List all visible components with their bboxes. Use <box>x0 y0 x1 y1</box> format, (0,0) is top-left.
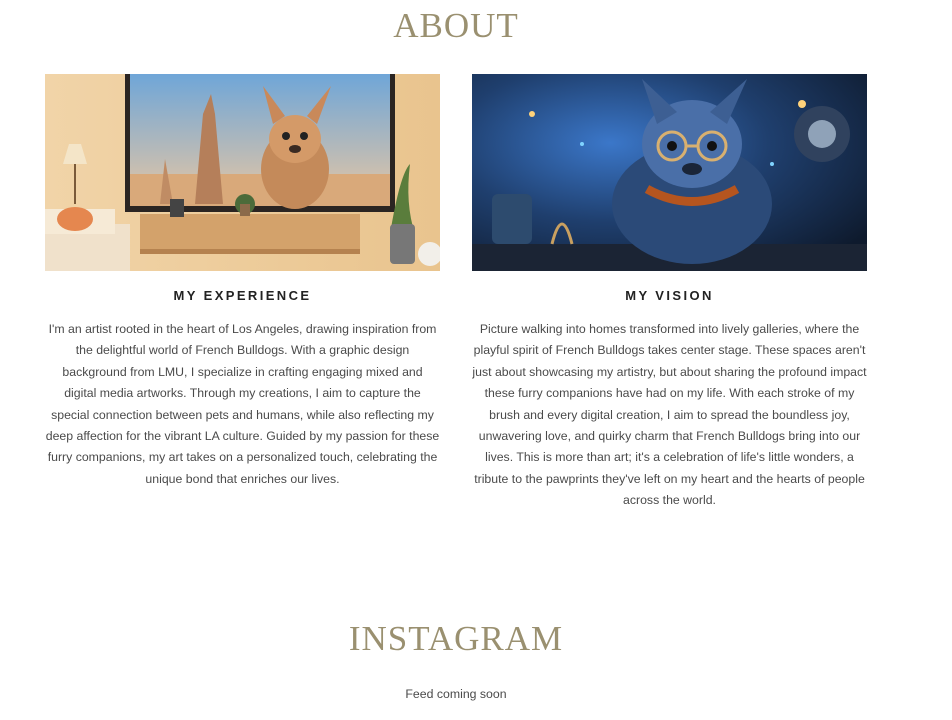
instagram-heading: INSTAGRAM <box>348 619 564 658</box>
experience-heading: MY EXPERIENCE <box>173 288 312 303</box>
experience-card <box>45 74 440 490</box>
vision-text: Picture walking into homes transformed into lively galleries, where the playful spirit of French Bulldogs takes center stage. These spaces aren't just about showcasing my artistry, but about sharing the profound impact these furry companions have had on my life. With each stroke of my brush and every digital creation, I aim to spread the boundless joy, unwavering love, and quirky charm that French Bulldogs bring into our lives. This is more than art; it's a celebration of life's little wonders, a tribute to the pawprints they've left on my heart and the hearts of people across the world. <box>472 322 867 508</box>
about-heading: ABOUT <box>393 6 519 45</box>
vision-card <box>472 74 867 512</box>
vision-heading: MY VISION <box>625 288 714 303</box>
experience-image <box>45 74 440 271</box>
instagram-feed-note: Feed coming soon <box>405 687 507 701</box>
vision-image <box>472 74 867 271</box>
experience-text: I'm an artist rooted in the heart of Los Angeles, drawing inspiration from the delightful world of French Bulldogs. With a graphic design background from LMU, I specialize in crafting engaging mixed and digital media artworks. Through my creations, I aim to capture the special connection between pets and humans, while also reflecting my deep affection for the vibrant LA culture. Guided by my passion for these furry companions, my art takes on a personalized touch, celebrating the unique bond that enriches our lives. <box>45 322 440 486</box>
